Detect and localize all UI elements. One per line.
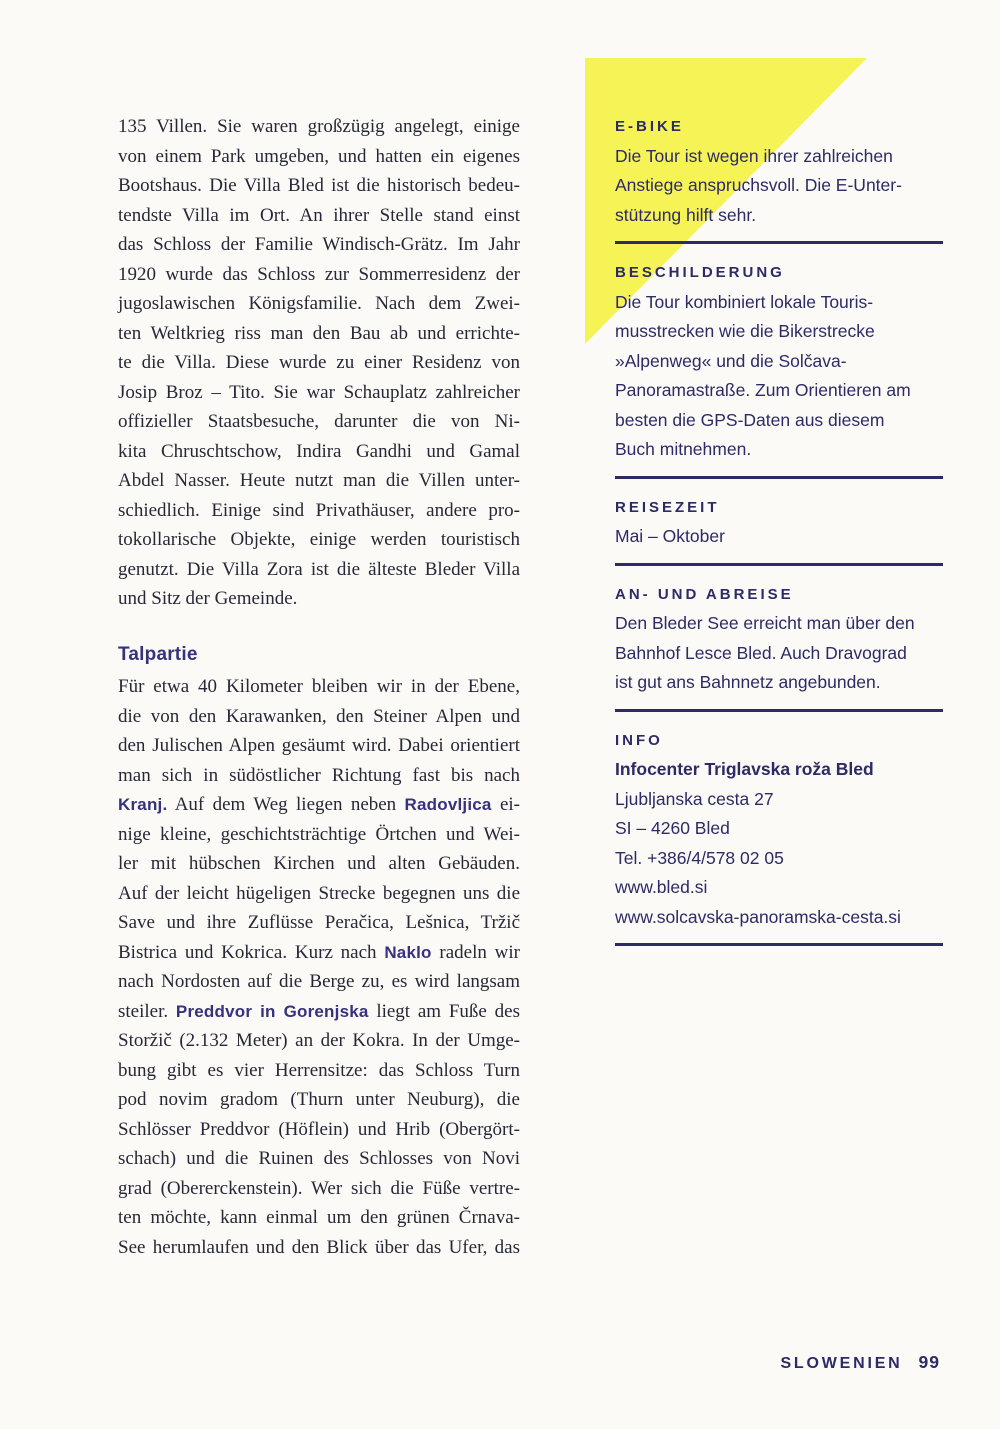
- text-line: te die Villa. Diese wurde zu einer Residenz von: [118, 352, 520, 373]
- info-line: www.solcavska-panoramska-cesta.si: [615, 906, 901, 927]
- paragraph-villen: [118, 112, 520, 614]
- place-name: Kranj.: [118, 795, 168, 814]
- info-section-reisezeit: [615, 493, 943, 566]
- text-line: den Julischen Alpen gesäumt wird. Dabei orientiert: [118, 735, 520, 756]
- text-line: nach Nordosten auf die Berge zu, es wird langsam: [118, 971, 520, 992]
- footer-region-label: SLOWENIEN: [780, 1355, 903, 1372]
- info-line: ist gut ans Bahnnetz angebunden.: [615, 672, 881, 692]
- text-line: 135 Villen. Sie waren großzügig angelegt, einige: [118, 116, 520, 137]
- text-line: man sich in südöstlicher Richtung fast bis nach: [118, 764, 520, 786]
- text-line: Schlösser Preddvor (Höflein) und Hrib (Obergört-: [118, 1118, 520, 1140]
- text-line: ten möchte, kann einmal um den grünen Črnava-: [118, 1207, 520, 1228]
- info-line: Anstiege anspruchsvoll. Die E-Unter-: [615, 175, 902, 195]
- section-divider: [615, 563, 943, 566]
- info-line: Ljubljanska cesta 27: [615, 788, 774, 809]
- text-line: bung gibt es vier Herrensitze: das Schloss Turn: [118, 1059, 520, 1081]
- section-divider: [615, 709, 943, 712]
- section-divider: [615, 943, 943, 946]
- text-line: 1920 wurde das Schloss zur Sommerresidenz der: [118, 263, 520, 285]
- info-line: stützung hilft sehr.: [615, 204, 757, 225]
- text-line: steiler. Preddvor in Gorenjska liegt am Fuße des: [118, 1000, 520, 1022]
- text-line: tendste Villa im Ort. An ihrer Stelle stand einst: [118, 204, 520, 226]
- text-line: schach) und die Ruinen des Schlosses von Novi: [118, 1148, 520, 1169]
- info-line: Die Tour kombiniert lokale Touris-: [615, 291, 874, 312]
- text-line: Bistrica und Kokrica. Kurz nach Naklo radeln wir: [118, 941, 520, 963]
- info-line: Infocenter Triglavska roža Bled: [615, 759, 874, 779]
- section-divider: [615, 476, 943, 479]
- info-section-title: REISEZEIT: [615, 498, 720, 516]
- info-line: www.bled.si: [615, 877, 708, 897]
- info-line: Mai – Oktober: [615, 526, 725, 546]
- info-section-e-bike: [615, 112, 943, 244]
- info-line: Die Tour ist wegen ihrer zahlreichen: [615, 145, 893, 166]
- text-line: Josip Broz – Tito. Sie war Schauplatz zahlreicher: [118, 381, 520, 403]
- info-section-title: INFO: [615, 731, 663, 749]
- info-line: Bahnhof Lesce Bled. Auch Dravograd: [615, 642, 907, 663]
- section-heading-talpartie: Talpartie: [118, 643, 198, 665]
- paragraph-talpartie: [118, 672, 520, 1262]
- info-section-beschilderung: [615, 258, 943, 479]
- info-line: besten die GPS-Daten aus diesem: [615, 409, 885, 430]
- text-line: ler mit hübschen Kirchen und alten Gebäuden.: [118, 853, 520, 874]
- info-section-info: [615, 726, 943, 947]
- place-name: Naklo: [384, 942, 432, 962]
- text-line: Für etwa 40 Kilometer bleiben wir in der Ebene,: [118, 676, 520, 697]
- info-line: Panoramastraße. Zum Orientieren am: [615, 380, 911, 400]
- text-line: Save und ihre Zuflüsse Peračica, Lešnica, Tržič: [118, 912, 520, 933]
- place-name: Preddvor in Gorenjska: [175, 1001, 369, 1021]
- info-section-title: AN- UND ABREISE: [615, 585, 794, 603]
- text-line: die von den Karawanken, den Steiner Alpen und: [118, 705, 520, 727]
- info-line: SI – 4260 Bled: [615, 818, 730, 838]
- text-line: Auf der leicht hügeligen Strecke begegnen uns die: [118, 882, 520, 904]
- text-line: kita Chruschtschow, Indira Gandhi und Gamal: [118, 440, 520, 462]
- text-line: tokollarische Objekte, einige werden touristisch: [118, 529, 520, 550]
- text-line: ten Weltkrieg riss man den Bau ab und errichte-: [118, 322, 520, 344]
- text-line: das Schloss der Familie Windisch-Grätz. Im Jahr: [118, 234, 520, 255]
- text-line: Abdel Nasser. Heute nutzt man die Villen unter-: [118, 470, 520, 491]
- info-section-title: E-BIKE: [615, 118, 684, 135]
- text-line: offizieller Staatsbesuche, darunter die von Ni-: [118, 411, 520, 432]
- section-divider: [615, 241, 943, 244]
- place-name: Radovljica: [404, 795, 492, 814]
- info-sidebar: [615, 112, 943, 960]
- info-section-an-und-abreise: [615, 580, 943, 712]
- info-line: Buch mitnehmen.: [615, 439, 752, 459]
- text-line: pod novim gradom (Thurn unter Neuburg), die: [118, 1089, 520, 1110]
- text-line: grad (Obererckenstein). Wer sich die Füße vertre-: [118, 1177, 520, 1199]
- info-line: musstrecken wie die Bikerstrecke: [615, 321, 875, 341]
- page-footer: [780, 1352, 940, 1373]
- main-text-column: [118, 112, 520, 1262]
- info-section-title: BESCHILDERUNG: [615, 264, 785, 281]
- info-line: Tel. +386/4/578 02 05: [615, 847, 784, 868]
- text-line: jugoslawischen Königsfamilie. Nach dem Zwei-: [118, 293, 520, 314]
- info-line: Den Bleder See erreicht man über den: [615, 613, 915, 633]
- text-line: von einem Park umgeben, und hatten ein eigenes: [118, 145, 520, 167]
- text-line: genutzt. Die Villa Zora ist die älteste Bleder Villa: [118, 558, 520, 580]
- text-line: Kranj. Auf dem Weg liegen neben Radovljica ei-: [118, 794, 520, 815]
- text-line: und Sitz der Gemeinde.: [118, 588, 298, 609]
- text-line: Bootshaus. Die Villa Bled ist die historisch bedeu-: [118, 175, 520, 196]
- text-line: schiedlich. Einige sind Privathäuser, andere pro-: [118, 499, 520, 521]
- text-line: See herumlaufen und den Blick über das Ufer, das: [118, 1236, 520, 1258]
- text-line: Storžič (2.132 Meter) an der Kokra. In der Umge-: [118, 1030, 520, 1051]
- info-line: »Alpenweg« und die Solčava-: [615, 350, 847, 371]
- page-number: 99: [918, 1352, 940, 1372]
- text-line: nige kleine, geschichtsträchtige Örtchen und Wei-: [118, 823, 520, 845]
